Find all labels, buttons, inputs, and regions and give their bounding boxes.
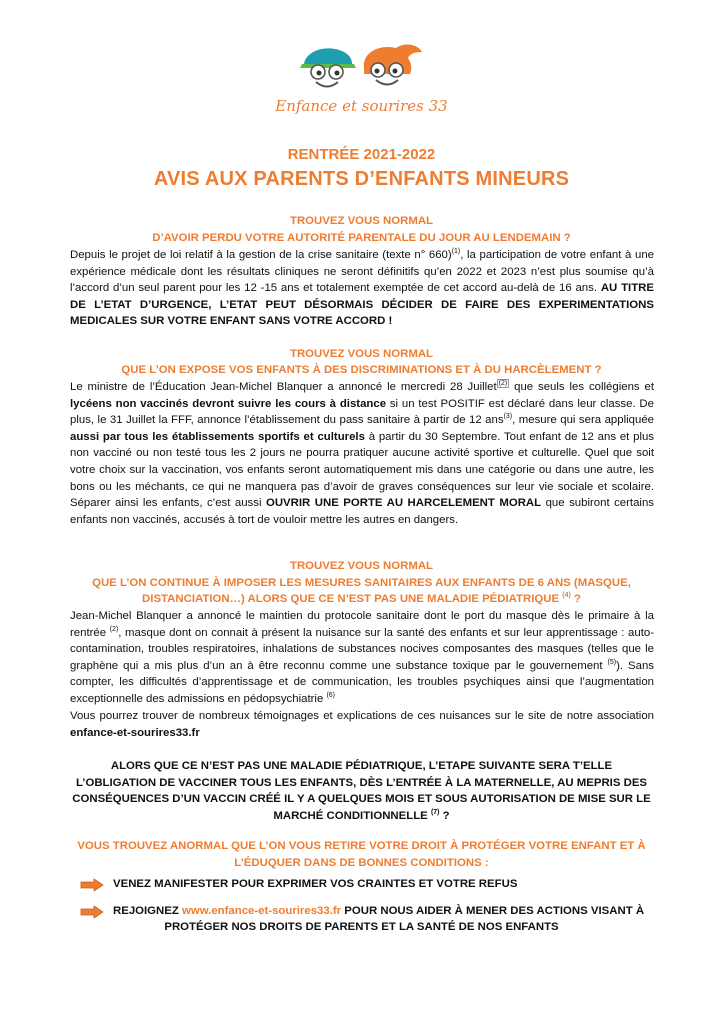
boy-smile (316, 82, 338, 87)
section1-paragraph: Depuis le projet de loi relatif à la gestion de la crise sanitaire (texte n° 660)$^{(1)}$, la participation de votre enfant à une expérience médicale dont les résultats cliniques ne seront définitifs qu’en 2022 et 2023 n’est plus soumise qu’à l’accord d’un seul parent pour les 12 -15 ans et totalement exemptée de cet accord au-delà de 16 ans. AU TITRE DE L’ETAT D’URGENCE, L’ETAT PEUT DÉSORMAIS DÉCIDER DE FAIRE DES EXPERIMENTATIONS MEDICALES SUR VOTRE ENFANT SANS VOTRE ACCORD ! (70, 248, 654, 328)
website-link[interactable]: www.enfance-et-sourires33.fr (182, 905, 342, 917)
children-faces-logo (300, 42, 424, 92)
call-to-action-heading-line1: VOUS TROUVEZ ANORMAL QUE L’ON VOUS RETIRE VOTRE DROIT À PROTÉGER VOTRE ENFANT ET À (77, 840, 646, 852)
arrow-right-icon (80, 878, 104, 892)
boy-pupil-right (335, 71, 340, 76)
section3-question-line2: DISTANCIATION…) ALORS QUE CE N’EST PAS UNE MALADIE PÉDIATRIQUE $^{(4)}$ ? (142, 592, 581, 605)
brand-name: Enfance et sourires 33 (275, 97, 448, 115)
section2-heading: TROUVEZ VOUS NORMAL (289, 348, 434, 360)
girl-smile (376, 80, 398, 85)
boy-cap (304, 48, 352, 64)
section2-paragraph: Le ministre de l’Éducation Jean-Michel Blanquer a annoncé le mercredi 28 Juillet $^{(2)}$ que seuls les collégiens et lycéens non vaccinés devront suivre les cours à distance si un test POSITIF est déclaré dans leur classe. De plus, le 31 Juillet la FFF, annonce l’établissement du pass sanitaire à partir de 12 ans$^{(3)}$, mesure qui sera appliquée aussi par tous les établissements sportifs et culturels à partir du 30 Septembre. Tout enfant de 12 ans et plus non vacciné ou non testé tous les 2 jours ne pourra pratiquer aucune activité sportive et culturelle. Quel que soit votre choix sur la vaccination, vos enfants seront automatiquement mis dans une catégorie ou dans une autre, les bons ou les méchants, ce qui ne manquera pas d’avoir de graves conséquences sur leur vie sociale et scolaire. Séparer ainsi les enfants, c’est aussi OUVRIR UNE PORTE AU HARCELEMENT MORAL que subiront certains enfants non vaccinés, accusés à tort de vouloir mettre les autres en dangers. (70, 380, 655, 526)
section3-heading: TROUVEZ VOUS NORMAL (289, 560, 434, 572)
page-subtitle: RENTRÉE 2021-2022 (287, 146, 436, 163)
arrow-right-icon (80, 905, 104, 919)
girl-pupil-right (393, 69, 398, 74)
join-item-line2: PROTÉGER NOS DROITS DE PARENTS ET LA SANTÉ DE NOS ENFANTS (164, 921, 559, 933)
join-item: REJOIGNEZ www.enfance-et-sourires33.fr POUR NOUS AIDER À MENER DES ACTIONS VISANT À (113, 905, 645, 917)
section3-question-line1: QUE L’ON CONTINUE À IMPOSER LES MESURES SANITAIRES AUX ENFANTS DE 6 ANS (MASQUE, (92, 577, 631, 589)
section3-website-note: Vous pourrez trouver de nombreux témoignages et explications de ces nuisances sur le site de notre association enfance-et-sourires33.fr (70, 710, 654, 739)
section1-heading: TROUVEZ VOUS NORMAL (289, 215, 434, 227)
demonstrate-item: VENEZ MANIFESTER POUR EXPRIMER VOS CRAINTES ET VOTRE REFUS (113, 878, 518, 890)
girl-pupil-left (375, 69, 380, 74)
vaccination-warning: ALORS QUE CE N’EST PAS UNE MALADIE PÉDIATRIQUE, L’ETAPE SUIVANTE SERA T’ELLE L’OBLIGATION DE VACCINER TOUS LES ENFANTS, DÈS L’ENTRÉE À LA MATERNELLE, AU MEPRIS DES CONSÉQUENCES D’UN VACCIN CRÉÉ IL Y A QUELQUES MOIS ET SOUS AUTORISATION DE MISE SUR LE MARCHÉ CONDITIONNELLE $^{(7)}$ ? (72, 760, 651, 822)
boy-cap-visor (300, 64, 356, 68)
section3-paragraph: Jean-Michel Blanquer a annoncé le maintien du protocole sanitaire dont le port du masque dès le primaire à la rentrée $^{(2)}$, masque dont on connait à présent la nuisance sur la santé des enfants et sur leur apprentissage : auto-contamination, troubles respiratoires, inhalations de substances nocives composantes des masques (telles que le graphène qui a mis plus d’un an à être reconnu comme une substance toxique par le gouvernement $^{(5)}$). Sans compter, les difficultés d’apprentissage et de communication, les troubles psychiques ainsi que l’augmentation exceptionnelle des admissions en pédopsychiatrie $^{(6)}$ (70, 610, 654, 705)
section1-question: D’AVOIR PERDU VOTRE AUTORITÉ PARENTALE DU JOUR AU LENDEMAIN ? (152, 232, 571, 244)
boy-pupil-left (317, 71, 322, 76)
call-to-action-heading-line2: L’ÉDUQUER DANS DE BONNES CONDITIONS : (234, 857, 489, 869)
page-title: AVIS AUX PARENTS D’ENFANTS MINEURS (153, 168, 570, 190)
section2-question: QUE L’ON EXPOSE VOS ENFANTS À DES DISCRIMINATIONS ET À DU HARCÈLEMENT ? (121, 364, 602, 376)
